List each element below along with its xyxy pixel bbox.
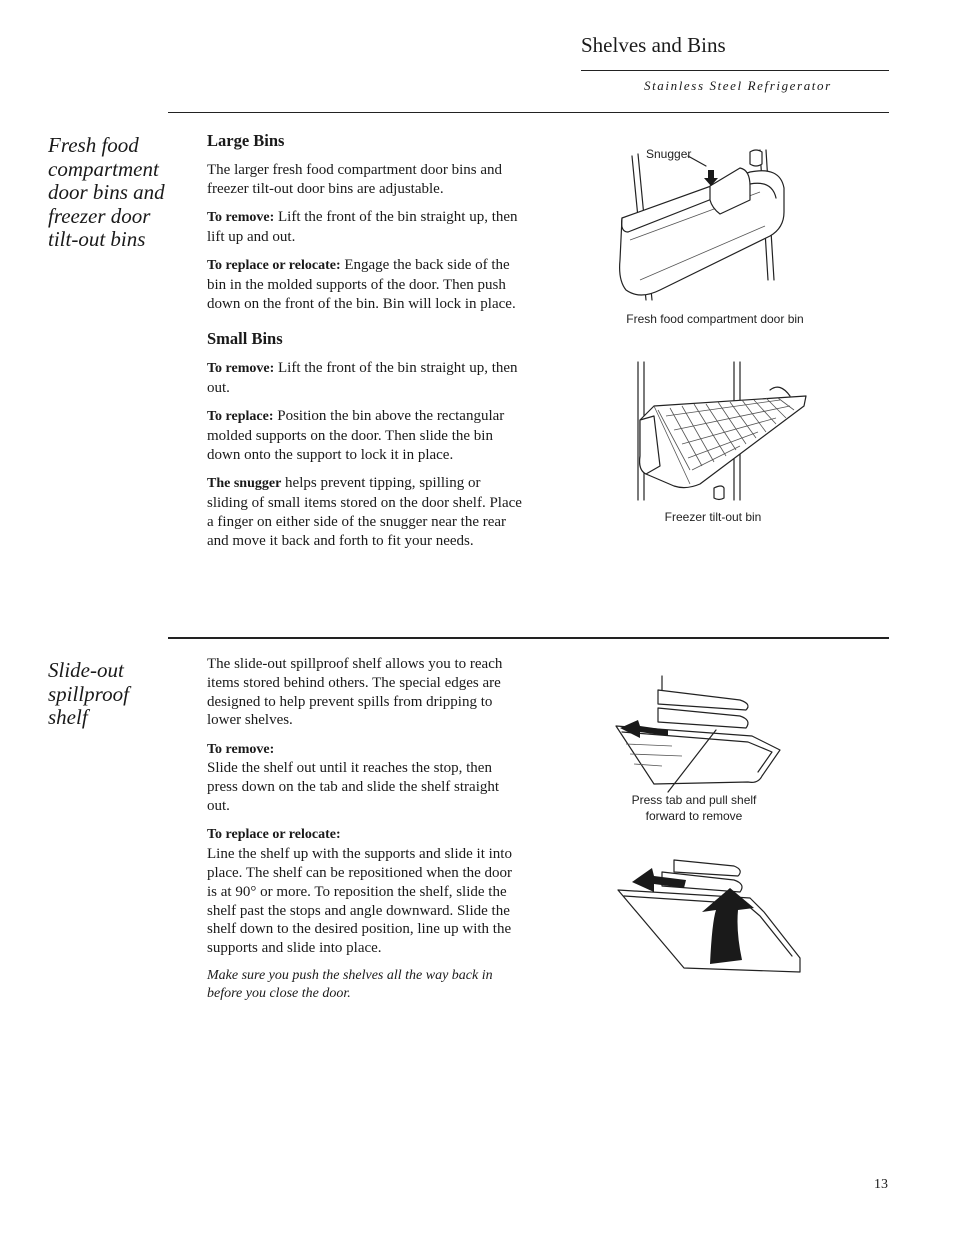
tilt-out-bin-illustration [630,360,815,505]
large-bins-remove [207,208,525,247]
page-number: 13 [874,1177,888,1192]
door-bin-caption: Fresh food compartment door bin [626,312,804,326]
shelf-note: Make sure you push the shelves all the way back in before you close the door. [207,968,493,1002]
small-bins-heading: Small Bins [207,329,283,349]
small-bins-replace-text: Position the bin above the rectangular molded supports on the door. Then slide the bin down onto the support to lock it in place. [207,408,505,463]
door-bins-text-column [207,132,525,560]
header-rule [581,70,889,71]
spillproof-shelf-text-column [207,655,525,1013]
snugger-callout: Snugger [646,147,692,161]
page-title: Shelves and Bins [581,33,726,57]
large-bins-intro: The larger fresh food compartment door bins and freezer tilt-out door bins are adjustable. [207,161,503,197]
shelf-replace-label-line [207,825,525,845]
large-bins-replace-label: To replace or relocate: [207,257,341,273]
snugger-text: helps prevent tipping, spilling or sliding of small items stored on the door shelf. Place a finger on either side of the snugger near the rear and move it back and forth to fit your needs. [207,475,522,549]
door-bin-illustration [600,140,820,305]
page-subtitle: Stainless Steel Refrigerator [644,78,832,93]
shelf-remove-label: To remove: [207,741,275,757]
section-heading-door-bins: Fresh food compartment door bins and freezer door tilt-out bins [48,133,165,251]
tilt-out-bin-caption: Freezer tilt-out bin [664,510,762,524]
shelf-reposition-illustration [614,852,804,977]
shelf-replace-label: To replace or relocate: [207,827,341,843]
small-bins-replace-label: To replace: [207,409,274,425]
large-bins-remove-text: Lift the front of the bin straight up, then lift up and out. [207,208,518,245]
shelf-intro: The slide-out spillproof shelf allows you to reach items stored behind others. The special edges are designed to help prevent spills from dripping to lower shelves. [207,656,503,729]
snugger-label: The snugger [207,476,282,492]
small-bins-replace [207,407,525,464]
shelf-remove-illustration [612,674,792,794]
snugger-paragraph [207,474,525,550]
section-rule-middle [168,637,889,639]
shelf-replace-text: Line the shelf up with the supports and slide it into place. The shelf can be repositioned when the door is at 90° or more. To reposition the shelf, slide the shelf past the stops and angle downward. Slide the shelf down to the desired position, line up with the supports and slide into place. [207,846,513,957]
section-rule-top [168,112,889,113]
large-bins-replace-text: Engage the back side of the bin in the molded supports of the door. Then push down on the front of the bin. Bin will lock in place. [207,256,516,312]
small-bins-remove-text: Lift the front of the bin straight up, then out. [207,360,518,396]
large-bins-replace [207,256,525,313]
large-bins-heading: Large Bins [207,131,285,150]
shelf-remove-text: Slide the shelf out until it reaches the stop, then press down on the tab and slide the shelf straight out. [207,760,500,815]
section-heading-spillproof-shelf: Slide-out spillproof shelf [48,658,129,729]
large-bins-remove-label: To remove: [207,209,275,225]
small-bins-remove [207,359,525,398]
shelf-remove-caption: Press tab and pull shelf forward to remove [631,793,757,823]
small-bins-remove-label: To remove: [207,361,275,377]
shelf-remove-label-line [207,740,525,760]
